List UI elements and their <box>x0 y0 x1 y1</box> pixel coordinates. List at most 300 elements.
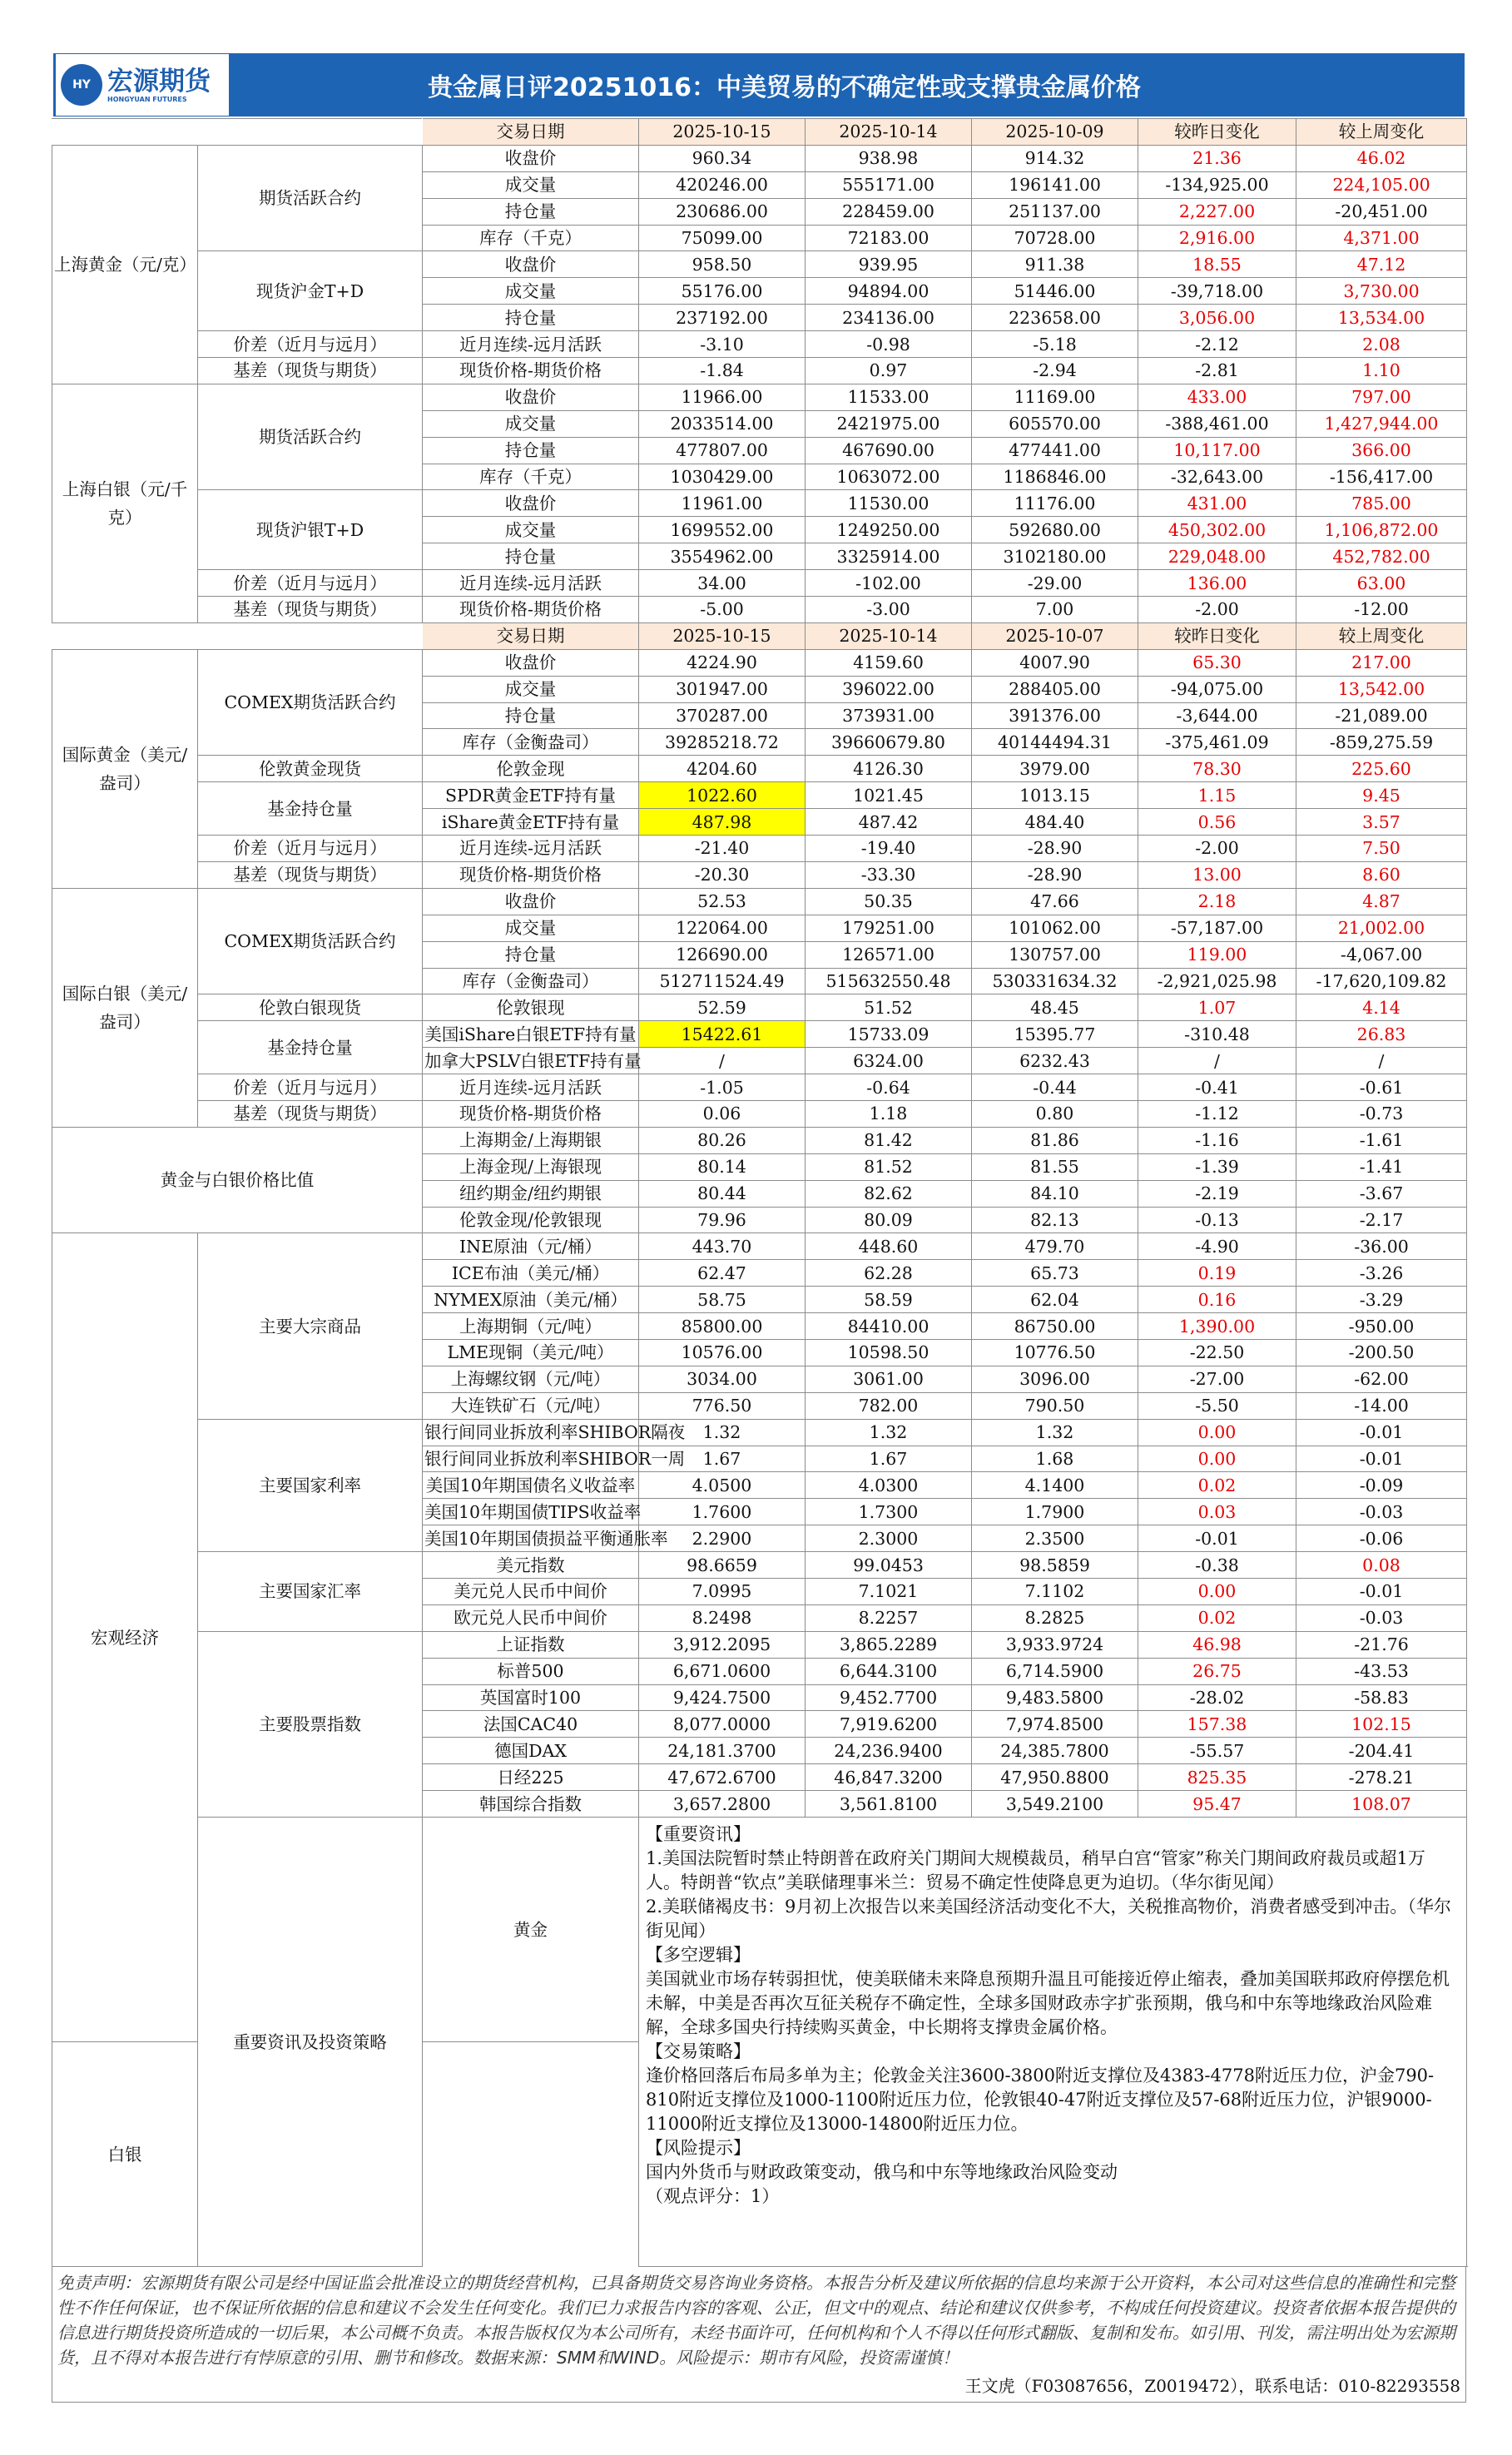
cell: 592680.00 <box>972 517 1138 543</box>
cell: 102.15 <box>1296 1711 1467 1738</box>
cell: 2.2900 <box>639 1525 806 1552</box>
logo-name-en: HONGYUAN FUTURES <box>107 95 187 103</box>
disclaimer: 免责声明：宏源期货有限公司是经中国证监会批准设立的期货经营机构，已具备期货交易咨询业务资格。本报告分析及建议所依据的信息均来源于公开资料，本公司对这些信息的准确性和完整性不作任何保证，也不保证所依据的信息和建议不会发生任何变化。我们已力求报告内容的客观、公正，但文中的观点、结论和建议仅供参考，不构成任何投资建议。投资者依据本报告提供的信息进行期货投资所造成的一切后果，本公司概不负责。本报告版权仅为本公司所有，未经书面许可，任何机构和个人不得以任何形式翻版、复制和发布。如引用、刊发，需注明出处为宏源期货，且不得对本报告进行有悖原意的引用、删节和修改。数据来源：SMM和WIND。风险提示：期市有风险，投资需谨慎！ <box>57 2273 1455 2368</box>
cell: 2.08 <box>1296 331 1467 358</box>
cell: -0.06 <box>1296 1525 1467 1552</box>
cell: 251137.00 <box>972 198 1138 225</box>
cell: 3034.00 <box>639 1366 806 1392</box>
row-label: 德国DAX <box>423 1738 639 1764</box>
cell: / <box>1296 1048 1467 1074</box>
row-label: 近月连续-远月活跃 <box>423 836 639 862</box>
row-label: 美元指数 <box>423 1552 639 1579</box>
cell: 228459.00 <box>806 198 972 225</box>
cell: 1.32 <box>806 1419 972 1446</box>
cell: 234136.00 <box>806 305 972 331</box>
news-p1: 1.美国法院暂时禁止特朗普在政府关门期间大规模裁员，稍早白宫“管家”称关门期间政府裁员或超1万人。特朗普“钦点”美联储理事米兰：贸易不确定性使降息更为迫切。（华尔街见闻） <box>646 1848 1425 1892</box>
cell: -859,275.59 <box>1296 729 1467 756</box>
cell: 4.1400 <box>972 1472 1138 1499</box>
cell: 1021.45 <box>806 782 972 809</box>
row-label: 伦敦金现/伦敦银现 <box>423 1207 639 1233</box>
cell: 530331634.32 <box>972 968 1138 994</box>
cell: 4126.30 <box>806 756 972 782</box>
cell: -17,620,109.82 <box>1296 968 1467 994</box>
cell: 7,974.8500 <box>972 1711 1138 1738</box>
cell: 467690.00 <box>806 437 972 464</box>
cell: 825.35 <box>1138 1764 1296 1791</box>
cell: 0.08 <box>1296 1552 1467 1579</box>
cell: 39285218.72 <box>639 729 806 756</box>
cell: 4007.90 <box>972 649 1138 676</box>
news-h1: 【重要资讯】 <box>646 1824 751 1844</box>
cell: -2.19 <box>1138 1180 1296 1207</box>
sub-fund: 基金持仓量 <box>198 782 423 836</box>
cell: -388,461.00 <box>1138 410 1296 437</box>
cell: -21,089.00 <box>1296 702 1467 729</box>
news-p3: 美国就业市场存转弱担忧，使美联储未来降息预期升温且可能接近停止缩表，叠加美国联邦政府停摆危机未解，中美是否再次互征关税存不确定性，全球多国财政赤字扩张预期，俄乌和中东等地缘政治风险难解，全球多国央行持续购买黄金，中长期将支撑贵金属价格。 <box>646 1969 1450 2037</box>
cell: 3096.00 <box>972 1366 1138 1392</box>
table-row <box>52 1419 1467 1446</box>
cell: -0.03 <box>1296 1499 1467 1525</box>
cell: 790.50 <box>972 1392 1138 1419</box>
cell: 4224.90 <box>639 649 806 676</box>
cell: 782.00 <box>806 1392 972 1419</box>
sub-commod: 主要大宗商品 <box>198 1233 423 1419</box>
date-header-d2: 2025-10-14 <box>806 622 972 649</box>
cell: 1699552.00 <box>639 517 806 543</box>
cell: 6,714.5900 <box>972 1658 1138 1684</box>
row-label: 库存（千克） <box>423 464 639 490</box>
cell: 1.07 <box>1138 994 1296 1021</box>
row-label: 上海螺纹钢（元/吨） <box>423 1366 639 1392</box>
cell: 39660679.80 <box>806 729 972 756</box>
cell: 4.0300 <box>806 1472 972 1499</box>
cell: 62.28 <box>806 1260 972 1287</box>
row-label: 成交量 <box>423 676 639 702</box>
cell: 11966.00 <box>639 384 806 410</box>
group-intl_silver: 国际白银（美元/盎司） <box>52 888 198 1127</box>
cell: 196141.00 <box>972 171 1138 198</box>
row-label: 美国10年期国债TIPS收益率 <box>423 1499 639 1525</box>
cell: 224,105.00 <box>1296 171 1467 198</box>
cell: -20.30 <box>639 861 806 888</box>
cell: 13,534.00 <box>1296 305 1467 331</box>
row-label: 库存（千克） <box>423 225 639 251</box>
row-label: 日经225 <box>423 1764 639 1791</box>
sub-fx: 主要国家汇率 <box>198 1552 423 1632</box>
cell: 10776.50 <box>972 1339 1138 1366</box>
cell: -4.90 <box>1138 1233 1296 1260</box>
table-row <box>52 1021 1467 1048</box>
cell: 0.00 <box>1138 1419 1296 1446</box>
cell: 1063072.00 <box>806 464 972 490</box>
cell: 3061.00 <box>806 1366 972 1392</box>
cell: 10,117.00 <box>1138 437 1296 464</box>
table-row <box>52 145 1467 171</box>
cell: 452,782.00 <box>1296 543 1467 570</box>
row-label: ICE布油（美元/桶） <box>423 1260 639 1287</box>
cell: -55.57 <box>1138 1738 1296 1764</box>
row-label: 持仓量 <box>423 305 639 331</box>
cell: -0.01 <box>1296 1578 1467 1604</box>
row-label: 英国富时100 <box>423 1684 639 1711</box>
cell: 52.59 <box>639 994 806 1021</box>
row-label: 收盘价 <box>423 384 639 410</box>
cell: -1.39 <box>1138 1153 1296 1180</box>
row-label: 收盘价 <box>423 649 639 676</box>
cell: -62.00 <box>1296 1366 1467 1392</box>
row-label: 现货价格-期货价格 <box>423 861 639 888</box>
cell: 229,048.00 <box>1138 543 1296 570</box>
cell: 46.98 <box>1138 1631 1296 1658</box>
group-intl_gold: 国际黄金（美元/盎司） <box>52 649 198 888</box>
cell: 443.70 <box>639 1233 806 1260</box>
cell: 0.80 <box>972 1100 1138 1127</box>
cell: 48.45 <box>972 994 1138 1021</box>
sub-comex: COMEX期货活跃合约 <box>198 888 423 994</box>
cell: -0.09 <box>1296 1472 1467 1499</box>
row-label: NYMEX原油（美元/桶） <box>423 1287 639 1313</box>
cell: 1186846.00 <box>972 464 1138 490</box>
cell: 373931.00 <box>806 702 972 729</box>
cell: 914.32 <box>972 145 1138 171</box>
row-label: 韩国综合指数 <box>423 1791 639 1818</box>
cell: 4.0500 <box>639 1472 806 1499</box>
cell: 396022.00 <box>806 676 972 702</box>
cell: 477807.00 <box>639 437 806 464</box>
cell: 487.98 <box>639 809 806 836</box>
table-row <box>52 490 1467 517</box>
cell: 223658.00 <box>972 305 1138 331</box>
cell: 939.95 <box>806 251 972 278</box>
report-page <box>52 52 1466 2415</box>
cell: / <box>639 1048 806 1074</box>
cell: 81.42 <box>806 1127 972 1153</box>
cell: -3.00 <box>806 597 972 623</box>
cell: 1.7300 <box>806 1499 972 1525</box>
cell: -0.38 <box>1138 1552 1296 1579</box>
cell: 47,672.6700 <box>639 1764 806 1791</box>
cell: 8,077.0000 <box>639 1711 806 1738</box>
cell: 555171.00 <box>806 171 972 198</box>
cell: -0.03 <box>1296 1604 1467 1631</box>
row-label: 银行间同业拆放利率SHIBOR隔夜 <box>423 1419 639 1446</box>
date-header-c2: 较上周变化 <box>1296 119 1467 146</box>
cell: 479.70 <box>972 1233 1138 1260</box>
row-label: 美元兑人民币中间价 <box>423 1578 639 1604</box>
cell: 6,671.0600 <box>639 1658 806 1684</box>
row-label: 上海金现/上海银现 <box>423 1153 639 1180</box>
cell: 7.0995 <box>639 1578 806 1604</box>
row-label: 现货价格-期货价格 <box>423 597 639 623</box>
cell: -28.90 <box>972 861 1138 888</box>
sub-basis: 基差（现货与期货） <box>198 1100 423 1127</box>
cell: 95.47 <box>1138 1791 1296 1818</box>
cell: 98.6659 <box>639 1552 806 1579</box>
row-label: 银行间同业拆放利率SHIBOR一周 <box>423 1446 639 1472</box>
cell: -22.50 <box>1138 1339 1296 1366</box>
row-label: 纽约期金/纽约期银 <box>423 1180 639 1207</box>
cell: 15422.61 <box>639 1021 806 1048</box>
sub-fund: 基金持仓量 <box>198 1021 423 1074</box>
sub-gold: 黄金 <box>423 1818 639 2042</box>
cell: 0.00 <box>1138 1578 1296 1604</box>
row-label: 成交量 <box>423 517 639 543</box>
cell: 11533.00 <box>806 384 972 410</box>
cell: 46,847.3200 <box>806 1764 972 1791</box>
cell: 79.96 <box>639 1207 806 1233</box>
cell: 301947.00 <box>639 676 806 702</box>
cell: 2033514.00 <box>639 410 806 437</box>
cell: -278.21 <box>1296 1764 1467 1791</box>
cell: -5.50 <box>1138 1392 1296 1419</box>
row-label: 持仓量 <box>423 543 639 570</box>
cell: -36.00 <box>1296 1233 1467 1260</box>
cell: -0.98 <box>806 331 972 358</box>
footer <box>52 2267 1466 2403</box>
cell: 47,950.8800 <box>972 1764 1138 1791</box>
cell: 81.52 <box>806 1153 972 1180</box>
cell: 0.56 <box>1138 809 1296 836</box>
cell: 7,919.6200 <box>806 1711 972 1738</box>
cell: -102.00 <box>806 570 972 597</box>
sub-silver: 白银 <box>52 2042 198 2267</box>
news-p2: 2.美联储褐皮书：9月初上次报告以来美国经济活动变化不大，关税推高物价，消费者感受到冲击。（华尔街见闻） <box>646 1897 1451 1941</box>
sub-sh_spot_ag: 现货沪银T+D <box>198 490 423 570</box>
cell: 431.00 <box>1138 490 1296 517</box>
cell: -310.48 <box>1138 1021 1296 1048</box>
cell: 1030429.00 <box>639 464 806 490</box>
news-p6: （观点评分：1） <box>646 2186 780 2206</box>
cell: 1.10 <box>1296 358 1467 384</box>
news-panel <box>639 1818 1467 2267</box>
cell: 1.18 <box>806 1100 972 1127</box>
cell: 370287.00 <box>639 702 806 729</box>
cell: 785.00 <box>1296 490 1467 517</box>
group-ratio: 黄金与白银价格比值 <box>52 1127 423 1233</box>
cell: 605570.00 <box>972 410 1138 437</box>
cell: 62.47 <box>639 1260 806 1287</box>
cell: -1.05 <box>639 1074 806 1101</box>
row-label: 法国CAC40 <box>423 1711 639 1738</box>
cell: 0.02 <box>1138 1604 1296 1631</box>
cell: 911.38 <box>972 251 1138 278</box>
cell: 18.55 <box>1138 251 1296 278</box>
cell: 82.13 <box>972 1207 1138 1233</box>
cell: 1.7600 <box>639 1499 806 1525</box>
cell: 1.68 <box>972 1446 1138 1472</box>
row-label: 上海期金/上海期银 <box>423 1127 639 1153</box>
row-label: 持仓量 <box>423 437 639 464</box>
cell: 58.59 <box>806 1287 972 1313</box>
row-label: 上海期铜（元/吨） <box>423 1313 639 1340</box>
cell: -33.30 <box>806 861 972 888</box>
cell: 136.00 <box>1138 570 1296 597</box>
cell: 4159.60 <box>806 649 972 676</box>
cell: 72183.00 <box>806 225 972 251</box>
row-label: 现货价格-期货价格 <box>423 1100 639 1127</box>
cell: 7.50 <box>1296 836 1467 862</box>
cell: 512711524.49 <box>639 968 806 994</box>
cell: 70728.00 <box>972 225 1138 251</box>
cell: 13.00 <box>1138 861 1296 888</box>
cell: 9,452.7700 <box>806 1684 972 1711</box>
cell: -32,643.00 <box>1138 464 1296 490</box>
cell: 15395.77 <box>972 1021 1138 1048</box>
cell: -134,925.00 <box>1138 171 1296 198</box>
cell: 1,427,944.00 <box>1296 410 1467 437</box>
cell: -57,187.00 <box>1138 915 1296 941</box>
row-label: 成交量 <box>423 278 639 305</box>
date-header-c1: 较昨日变化 <box>1138 119 1296 146</box>
cell: 0.06 <box>639 1100 806 1127</box>
cell: 3,549.2100 <box>972 1791 1138 1818</box>
data-table <box>52 118 1467 2267</box>
cell: 21.36 <box>1138 145 1296 171</box>
sub-basis: 基差（现货与期货） <box>198 358 423 384</box>
cell: 3102180.00 <box>972 543 1138 570</box>
cell: 21,002.00 <box>1296 915 1467 941</box>
cell: 4.14 <box>1296 994 1467 1021</box>
table-row <box>52 251 1467 278</box>
table-row <box>52 1100 1467 1127</box>
cell: 1249250.00 <box>806 517 972 543</box>
row-label: 美国10年期国债名义收益率 <box>423 1472 639 1499</box>
cell: 2,227.00 <box>1138 198 1296 225</box>
cell: 34.00 <box>639 570 806 597</box>
sub-spread: 价差（近月与远月） <box>198 1074 423 1101</box>
cell: 10598.50 <box>806 1339 972 1366</box>
cell: 1,390.00 <box>1138 1313 1296 1340</box>
table-row <box>52 994 1467 1021</box>
company-logo <box>56 54 229 116</box>
cell: 94894.00 <box>806 278 972 305</box>
table-row <box>52 384 1467 410</box>
cell: 82.62 <box>806 1180 972 1207</box>
cell: / <box>1138 1048 1296 1074</box>
table-row <box>52 1552 1467 1579</box>
date-header-d1: 2025-10-15 <box>639 119 806 146</box>
news-h3: 【交易策略】 <box>646 2041 751 2061</box>
cell: 1.32 <box>972 1419 1138 1446</box>
table-row <box>52 1631 1467 1658</box>
cell: 3554962.00 <box>639 543 806 570</box>
date-header-c2: 较上周变化 <box>1296 622 1467 649</box>
cell: 3.57 <box>1296 809 1467 836</box>
cell: -3,644.00 <box>1138 702 1296 729</box>
cell: -3.29 <box>1296 1287 1467 1313</box>
cell: 179251.00 <box>806 915 972 941</box>
logo-mark-icon: HY <box>61 64 102 106</box>
cell: 51446.00 <box>972 278 1138 305</box>
news-p4: 逢价格回落后布局多单为主；伦敦金关注3600-3800附近支撑位及4383-4778附近压力位，沪金790-810附近支撑位及1000-1100附近压力位，伦敦银40-47附近支撑位及57-68附近压力位，沪银9000-11000附近支撑位及13000-14800附近压力位。 <box>646 2066 1435 2134</box>
cell: -0.61 <box>1296 1074 1467 1101</box>
group-news: 重要资讯及投资策略 <box>198 1818 423 2267</box>
cell: -0.01 <box>1296 1446 1467 1472</box>
cell: 0.97 <box>806 358 972 384</box>
cell: 11169.00 <box>972 384 1138 410</box>
cell: -2.00 <box>1138 597 1296 623</box>
cell: 225.60 <box>1296 756 1467 782</box>
date-header-d3: 2025-10-09 <box>972 119 1138 146</box>
news-p5: 国内外货币与财政政策变动，俄乌和中东等地缘政治风险变动 <box>646 2162 1118 2182</box>
cell: -19.40 <box>806 836 972 862</box>
row-label: 持仓量 <box>423 941 639 968</box>
cell: 101062.00 <box>972 915 1138 941</box>
cell: -5.18 <box>972 331 1138 358</box>
cell: 65.30 <box>1138 649 1296 676</box>
cell: 3979.00 <box>972 756 1138 782</box>
row-label: 收盘价 <box>423 145 639 171</box>
cell: 4204.60 <box>639 756 806 782</box>
cell: 2.18 <box>1138 888 1296 915</box>
cell: -2.12 <box>1138 331 1296 358</box>
row-label: 加拿大PSLV白银ETF持有量 <box>423 1048 639 1074</box>
cell: 9,483.5800 <box>972 1684 1138 1711</box>
row-label: iShare黄金ETF持有量 <box>423 809 639 836</box>
cell: -58.83 <box>1296 1684 1467 1711</box>
sub-spread: 价差（近月与远月） <box>198 331 423 358</box>
cell: 7.00 <box>972 597 1138 623</box>
cell: 237192.00 <box>639 305 806 331</box>
cell: 6232.43 <box>972 1048 1138 1074</box>
cell: 80.14 <box>639 1153 806 1180</box>
cell: 11530.00 <box>806 490 972 517</box>
cell: -4,067.00 <box>1296 941 1467 968</box>
cell: -204.41 <box>1296 1738 1467 1764</box>
cell: -28.02 <box>1138 1684 1296 1711</box>
sub-ldn_gold: 伦敦黄金现货 <box>198 756 423 782</box>
cell: 2.3500 <box>972 1525 1138 1552</box>
row-label: 欧元兑人民币中间价 <box>423 1604 639 1631</box>
table-row <box>52 597 1467 623</box>
cell: -2.00 <box>1138 836 1296 862</box>
row-label: 伦敦金现 <box>423 756 639 782</box>
cell: 0.00 <box>1138 1446 1296 1472</box>
cell: -0.13 <box>1138 1207 1296 1233</box>
row-label: 成交量 <box>423 171 639 198</box>
cell: 8.60 <box>1296 861 1467 888</box>
cell: -28.90 <box>972 836 1138 862</box>
table-row <box>52 861 1467 888</box>
report-title: 贵金属日评20251016：中美贸易的不确定性或支撑贵金属价格 <box>428 73 1141 102</box>
cell: 1.67 <box>806 1446 972 1472</box>
cell: 3,056.00 <box>1138 305 1296 331</box>
cell: 797.00 <box>1296 384 1467 410</box>
cell: 80.09 <box>806 1207 972 1233</box>
cell: -0.44 <box>972 1074 1138 1101</box>
sub-sh_fut: 期货活跃合约 <box>198 145 423 251</box>
cell: 4,371.00 <box>1296 225 1467 251</box>
news-h2: 【多空逻辑】 <box>646 1945 751 1965</box>
cell: 81.55 <box>972 1153 1138 1180</box>
cell: 10576.00 <box>639 1339 806 1366</box>
cell: 85800.00 <box>639 1313 806 1340</box>
cell: -0.73 <box>1296 1100 1467 1127</box>
cell: 50.35 <box>806 888 972 915</box>
cell: 484.40 <box>972 809 1138 836</box>
cell: 8.2825 <box>972 1604 1138 1631</box>
cell: 78.30 <box>1138 756 1296 782</box>
cell: 24,385.7800 <box>972 1738 1138 1764</box>
cell: 86750.00 <box>972 1313 1138 1340</box>
row-label: 伦敦银现 <box>423 994 639 1021</box>
row-label: 标普500 <box>423 1658 639 1684</box>
row-label: 库存（金衡盎司） <box>423 729 639 756</box>
date-header-d1: 2025-10-15 <box>639 622 806 649</box>
table-row <box>52 570 1467 597</box>
cell: 80.44 <box>639 1180 806 1207</box>
cell: 40144494.31 <box>972 729 1138 756</box>
